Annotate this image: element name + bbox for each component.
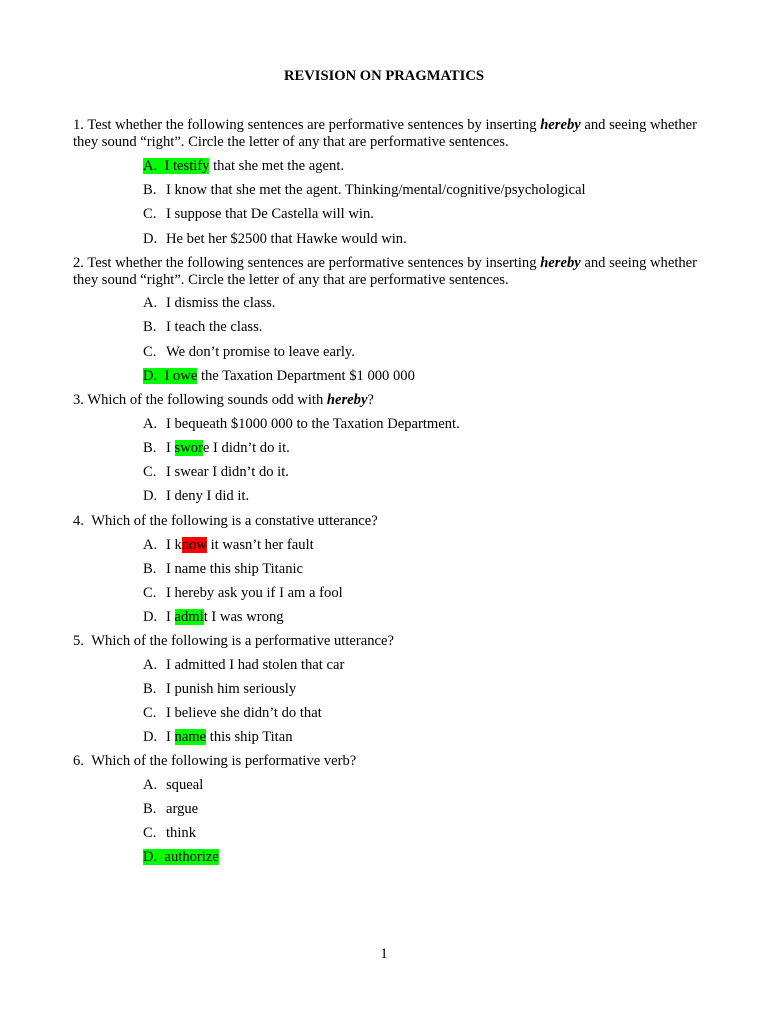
q5-option-d: D. I name this ship Titan [143, 729, 293, 745]
q3-option-d: D. I deny I did it. [143, 488, 250, 504]
q4-option-c: C. I hereby ask you if I am a fool [143, 585, 343, 601]
q6-option-c: C. think [143, 825, 196, 841]
q4-option-d: D. I admit I was wrong [143, 609, 284, 625]
highlight-answer: D. authorize [143, 849, 219, 865]
q4-option-b: B. I name this ship Titanic [143, 561, 304, 577]
q1-option-a: A. I testify that she met the agent. [143, 158, 345, 174]
q6-option-b: B. argue [143, 801, 199, 817]
q1-option-b: B. I know that she met the agent. Thinking/mental/cognitive/psychological [143, 182, 586, 198]
question-2: 2. Test whether the following sentences are performative sentences by inserting hereby and seeing whether they sound “right”. Circle the letter of any that are performative sentences. [73, 255, 698, 288]
q3-option-a: A. I bequeath $1000 000 to the Taxation Department. [143, 416, 460, 432]
q2-option-a: A. I dismiss the class. [143, 295, 276, 311]
question-5: 5. Which of the following is a performative utterance? [73, 633, 394, 649]
question-1: 1. Test whether the following sentences are performative sentences by inserting hereby and seeing whether they sound “right”. Circle the letter of any that are performative sentences. [73, 117, 698, 150]
question-4: 4. Which of the following is a constative utterance? [73, 513, 378, 529]
q1-option-c: C. I suppose that De Castella will win. [143, 206, 374, 222]
q1-option-d: D. He bet her $2500 that Hawke would win. [143, 231, 407, 247]
q2-option-d: D. I owe the Taxation Department $1 000 000 [143, 368, 415, 384]
highlight-answer: swor [174, 440, 203, 456]
q4-option-a: A. I know it wasn’t her fault [143, 537, 314, 553]
hereby-emphasis: hereby [540, 255, 581, 271]
highlight-answer: A. I testify [143, 158, 210, 174]
question-3: 3. Which of the following sounds odd with hereby? [73, 392, 374, 408]
question-6: 6. Which of the following is performative verb? [73, 753, 357, 769]
q3-option-c: C. I swear I didn’t do it. [143, 464, 289, 480]
q6-option-a: A. squeal [143, 777, 204, 793]
q2-option-c: C. We don’t promise to leave early. [143, 344, 355, 360]
q5-option-c: C. I believe she didn’t do that [143, 705, 322, 721]
hereby-emphasis: hereby [540, 117, 581, 133]
q5-option-a: A. I admitted I had stolen that car [143, 657, 345, 673]
highlight-answer: name [174, 729, 207, 745]
q6-option-d [143, 849, 219, 866]
q5-option-b: B. I punish him seriously [143, 681, 297, 697]
q3-option-b: B. I swore I didn’t do it. [143, 440, 290, 456]
highlight-answer: D. I owe [143, 368, 198, 384]
highlight-answer: admi [174, 609, 204, 625]
hereby-emphasis: hereby [326, 392, 368, 408]
page-number: 1 [380, 946, 388, 962]
page-title: REVISION ON PRAGMATICS [283, 68, 484, 84]
highlight-wrong: now [181, 537, 207, 553]
q2-option-b: B. I teach the class. [143, 319, 263, 335]
